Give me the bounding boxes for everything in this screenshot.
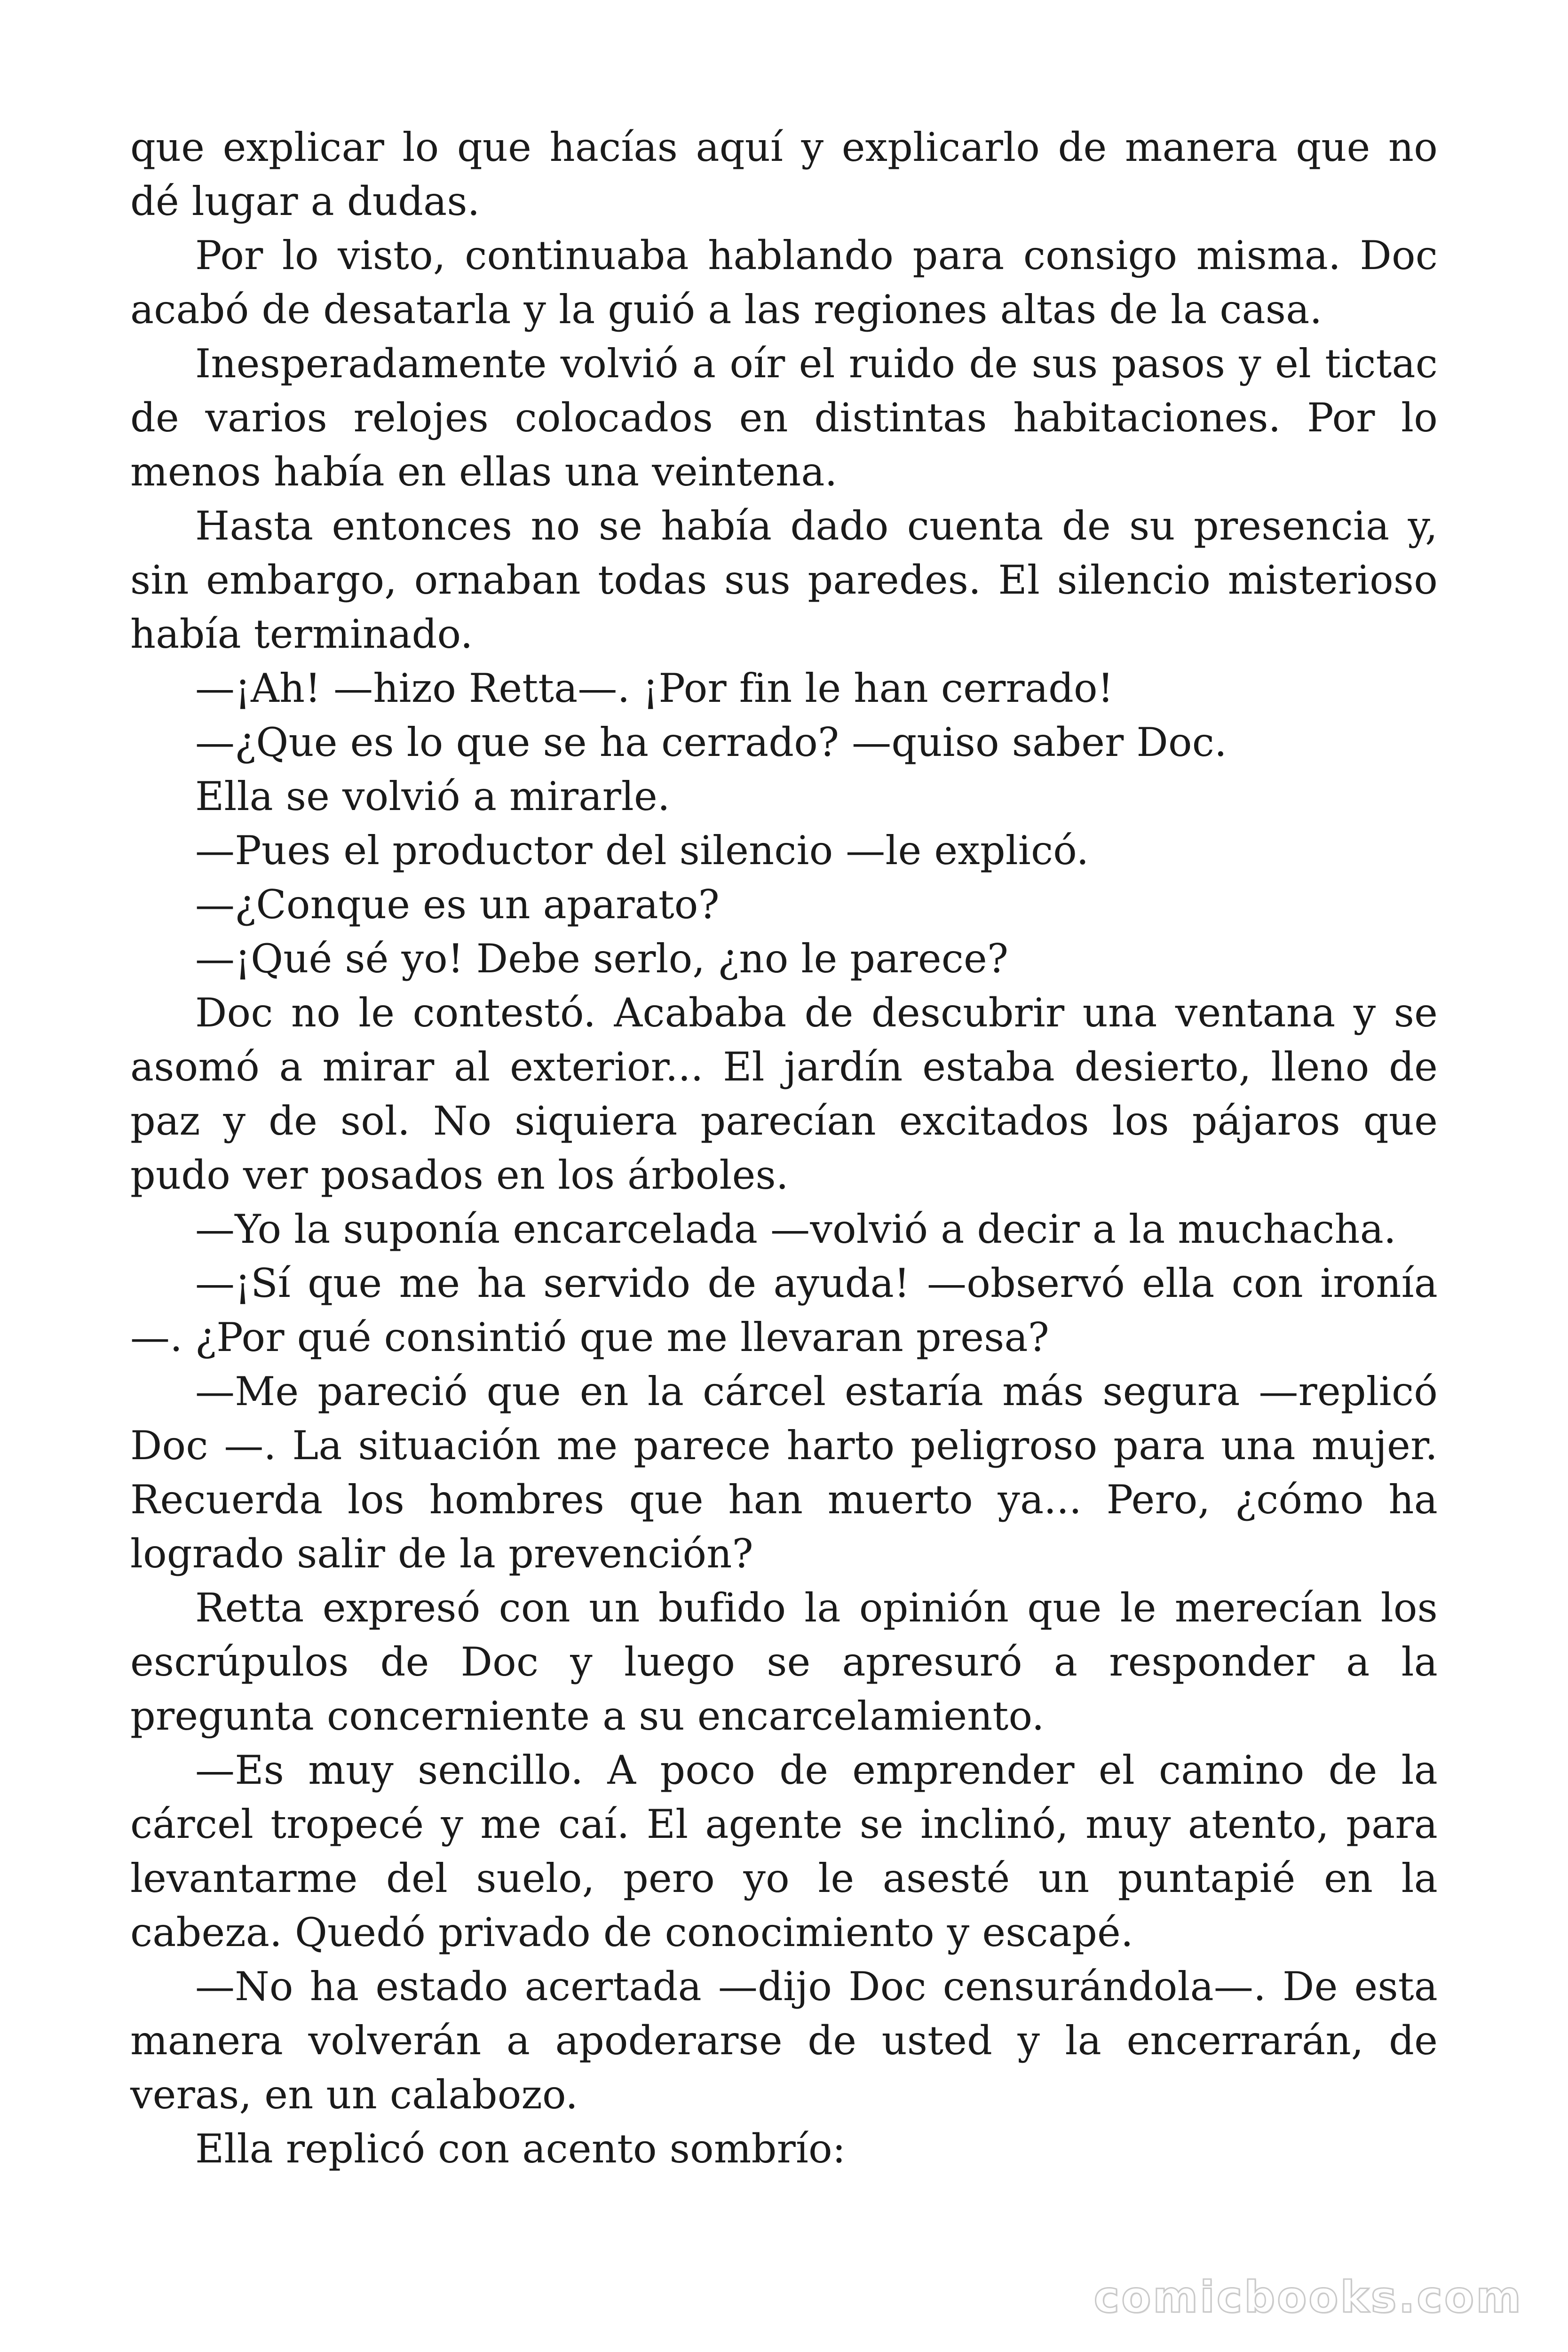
paragraph: Ella replicó con acento sombrío:: [195, 2126, 846, 2172]
paragraph: Hasta entonces no se había dado cuenta de su presencia y, sin embargo, ornaban todas sus paredes. El silencio misterioso había terminado.: [130, 503, 1438, 657]
paragraph: —Yo la suponía encarcelada —volvió a decir a la muchacha.: [195, 1206, 1396, 1252]
paragraph: Inesperadamente volvió a oír el ruido de sus pasos y el tictac de varios relojes colocados en distintas habitaciones. Por lo menos había en ellas una veintena.: [130, 341, 1438, 495]
paragraph: Doc no le contestó. Acababa de descubrir una ventana y se asomó a mirar al exterior... El jardín estaba desierto, lleno de paz y de sol. No siquiera parecían excitados los pájaros que pudo ver posados en los árboles.: [130, 990, 1438, 1198]
paragraph: —Me pareció que en la cárcel estaría más segura —replicó Doc —. La situación me parece harto peligroso para una mujer. Recuerda los hombres que han muerto ya... Pero, ¿cómo ha logrado salir de la prevención?: [130, 1368, 1438, 1577]
watermark: comicbooks.com: [1093, 2272, 1523, 2322]
paragraph: que explicar lo que hacías aquí y explicarlo de manera que no dé lugar a dudas.: [130, 124, 1438, 224]
paragraph: —¡Qué sé yo! Debe serlo, ¿no le parece?: [195, 936, 1009, 982]
paragraph: —¿Conque es un aparato?: [195, 882, 720, 928]
paragraph: Retta expresó con un bufido la opinión que le merecían los escrúpulos de Doc y luego se apresuró a responder a la pregunta concerniente a su encarcelamiento.: [130, 1585, 1438, 1739]
paragraph: Ella se volvió a mirarle.: [195, 773, 670, 819]
paragraph: —Es muy sencillo. A poco de emprender el camino de la cárcel tropecé y me caí. El agente se inclinó, muy atento, para levantarme del suelo, pero yo le asesté un puntapié en la cabeza. Quedó privado de conocimiento y escapé.: [130, 1747, 1438, 1955]
paragraph: —No ha estado acertada —dijo Doc censurándola—. De esta manera volverán a apoderarse de usted y la encerrarán, de veras, en un calabozo.: [130, 1963, 1438, 2118]
paragraph: —Pues el productor del silencio —le explicó.: [195, 827, 1089, 874]
page-body: [130, 120, 1438, 2176]
paragraph: —¿Que es lo que se ha cerrado? —quiso saber Doc.: [195, 719, 1227, 765]
paragraph: —¡Sí que me ha servido de ayuda! —observó ella con ironía—. ¿Por qué consintió que me llevaran presa?: [130, 1260, 1438, 1360]
paragraph: —¡Ah! —hizo Retta—. ¡Por fin le han cerrado!: [195, 665, 1114, 711]
paragraph: Por lo visto, continuaba hablando para consigo misma. Doc acabó de desatarla y la guió a las regiones altas de la casa.: [130, 232, 1438, 333]
